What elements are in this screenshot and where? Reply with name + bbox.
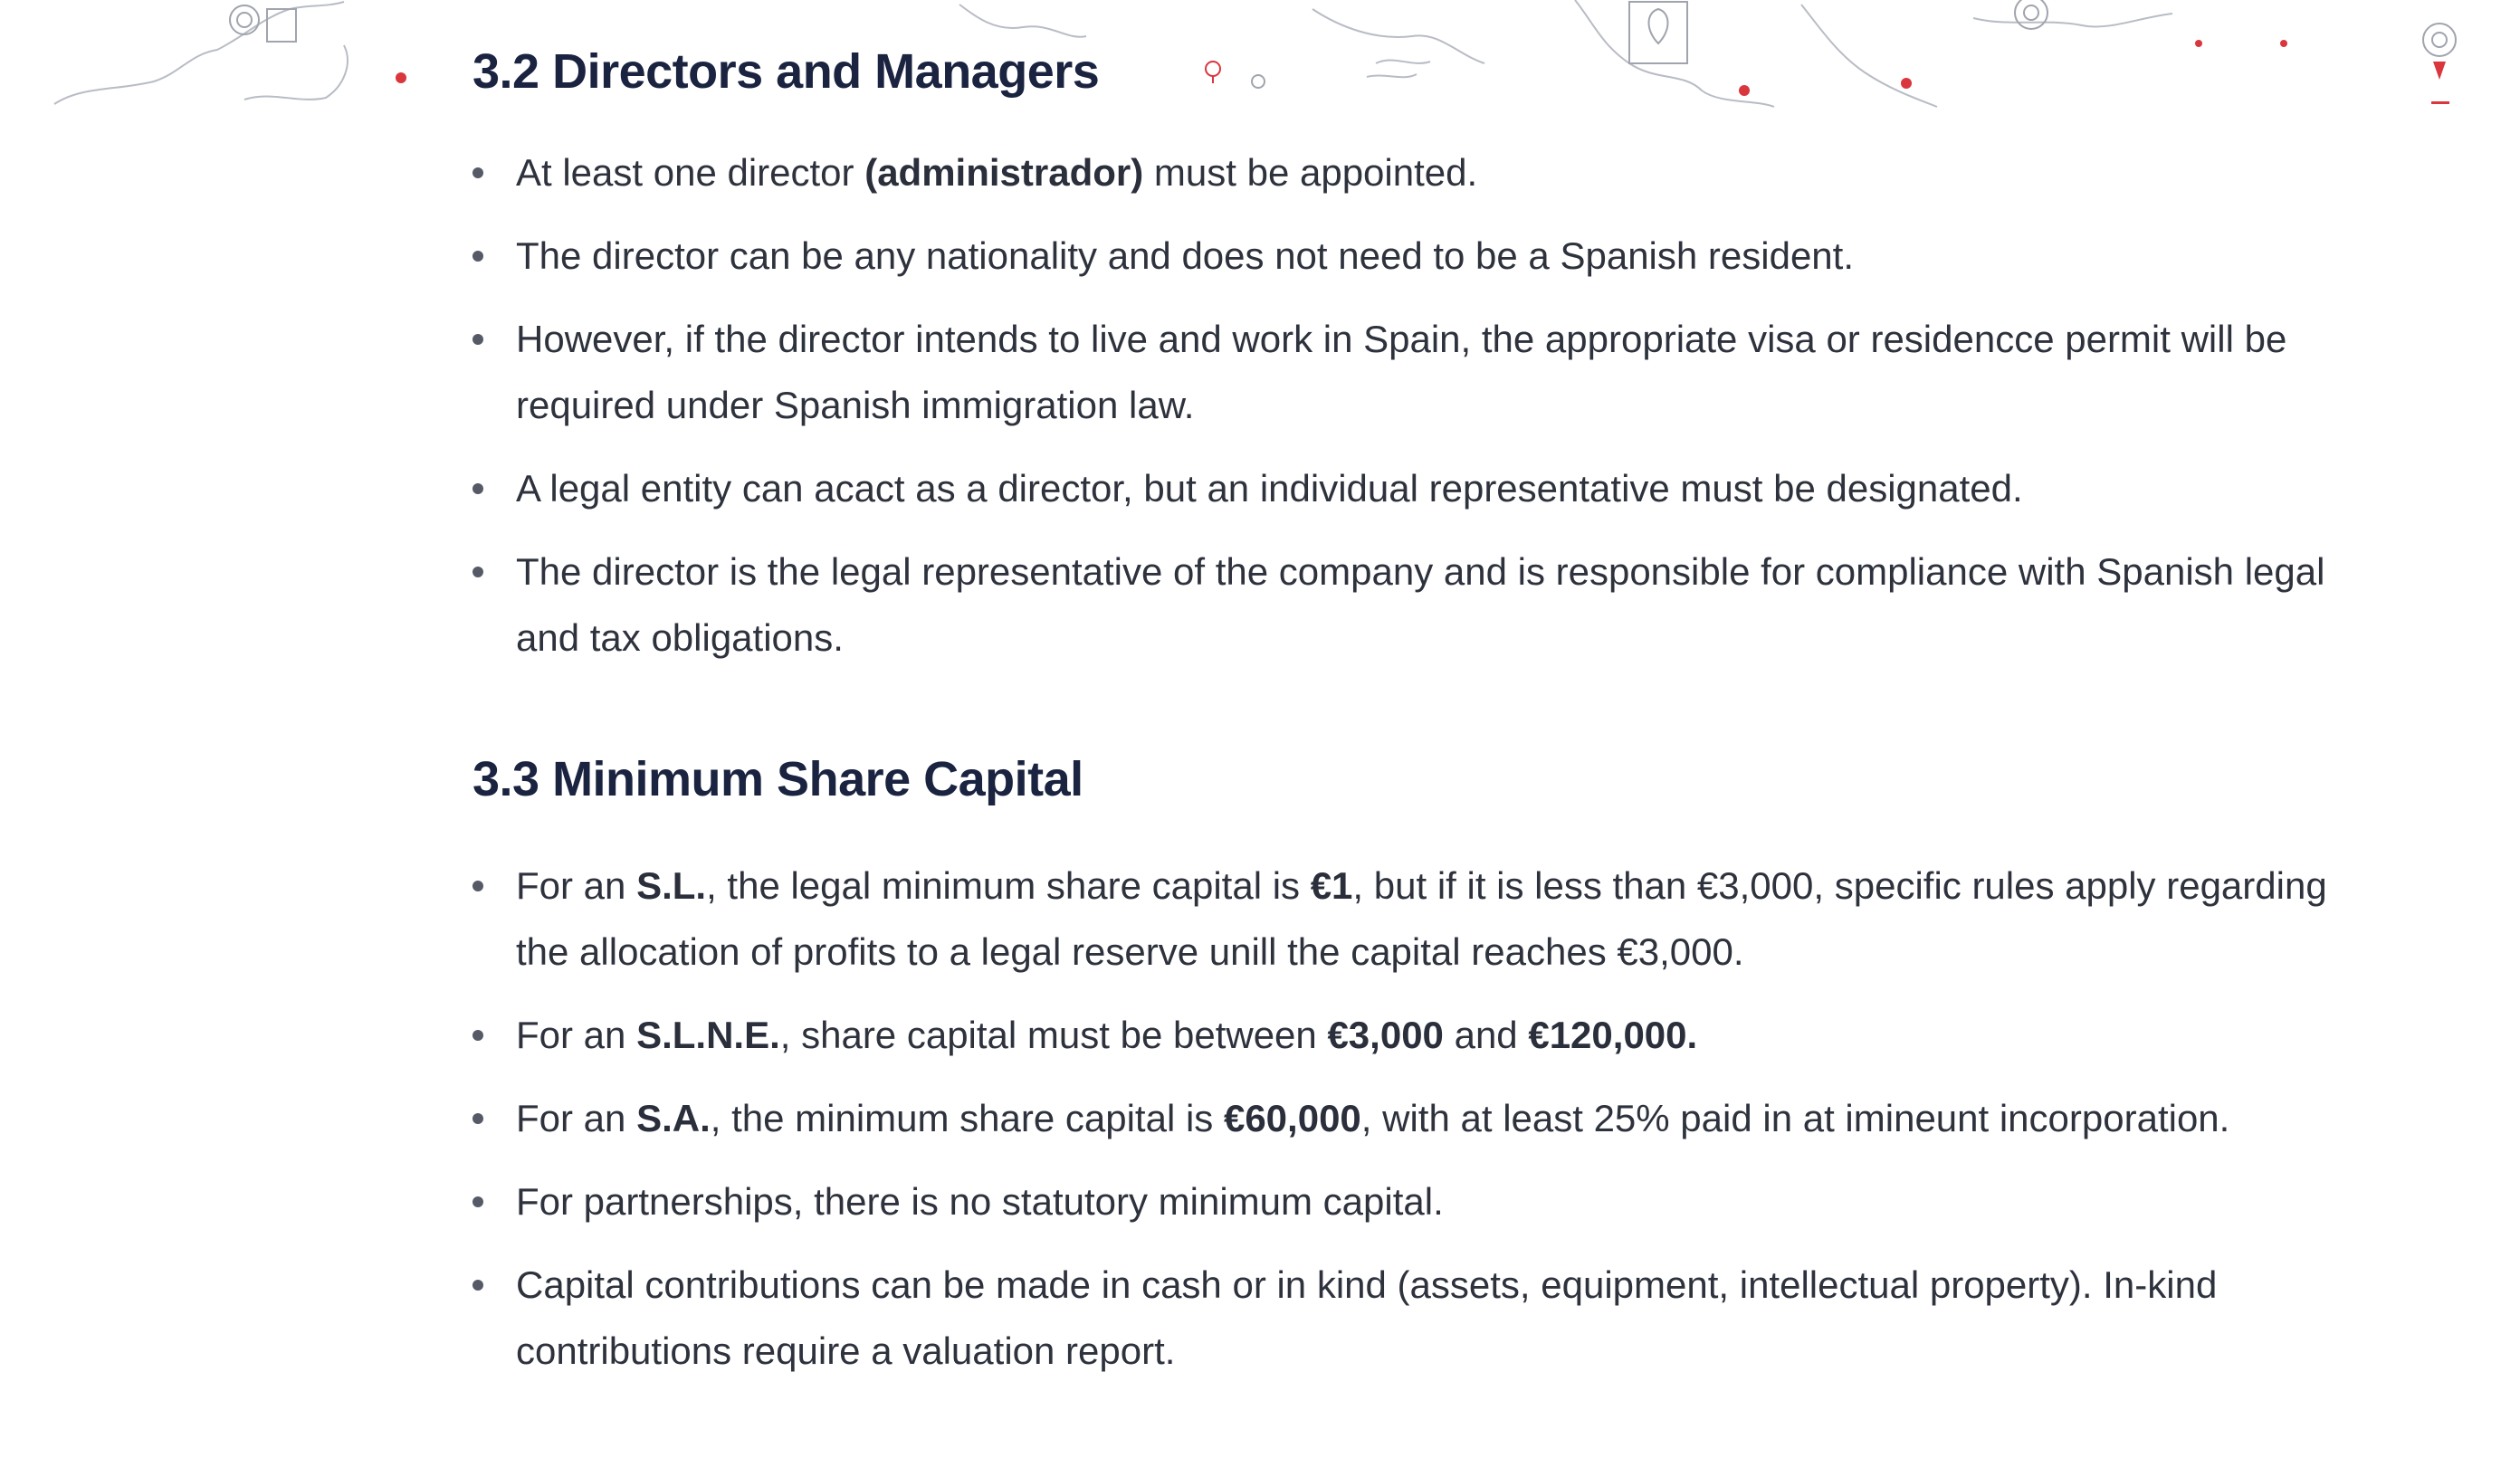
location-pin-icon [2433, 62, 2446, 80]
list-item [472, 306, 2355, 438]
list-gap [472, 1151, 2355, 1168]
list-item [472, 1252, 2355, 1384]
bullet-icon [472, 1280, 483, 1291]
list-gap [472, 289, 2355, 306]
text-segment: For partnerships, there is no statutory minimum capital. [516, 1180, 1444, 1223]
text-segment-strong: €3,000 [1327, 1014, 1444, 1056]
list-gap [472, 1234, 2355, 1252]
map-marker-icon [1629, 2, 1687, 63]
dot-marker [1901, 78, 1912, 89]
list-item [472, 853, 2355, 985]
dot-marker [2280, 40, 2287, 47]
map-outline [1801, 5, 1937, 107]
map-outline [54, 2, 344, 104]
bullet-icon [472, 251, 483, 262]
text-segment: , the minimum share capital is [710, 1097, 1224, 1139]
location-pin-icon [2432, 33, 2447, 47]
text-segment-strong: S.A. [636, 1097, 711, 1139]
list-item [472, 223, 2355, 289]
map-outline [1376, 60, 1430, 63]
bullet-icon [472, 567, 483, 577]
bullet-icon [472, 334, 483, 345]
map-marker-icon [2431, 101, 2449, 104]
text-segment-strong: €1 [1310, 864, 1353, 907]
map-marker-icon [267, 9, 296, 42]
list-item [472, 1168, 2355, 1234]
list-item [472, 139, 2355, 205]
map-outline [1312, 9, 1484, 63]
text-segment-strong: S.L. [636, 864, 707, 907]
text-segment-strong: €60,000 [1223, 1097, 1361, 1139]
list-item [472, 455, 2355, 521]
map-marker-icon [237, 13, 252, 27]
location-pin-icon [1649, 9, 1668, 43]
text-segment: A legal entity can acact as a director, but an individual representative must be designated. [516, 467, 2023, 510]
text-segment: Capital contributions can be made in cash or in kind (assets, equipment, intellectual property). In-kind contributions require a valuation report. [516, 1263, 2218, 1372]
list-item [472, 538, 2355, 671]
text-segment: and [1443, 1014, 1529, 1056]
bullet-icon [472, 167, 483, 178]
bullet-icon [472, 1030, 483, 1041]
list-gap [472, 521, 2355, 538]
text-segment: , share capital must be between [779, 1014, 1328, 1056]
map-marker-icon [2024, 5, 2038, 20]
map-marker-icon [230, 5, 259, 34]
dot-marker [1739, 85, 1750, 96]
section-title: 3.3 Minimum Share Capital [472, 752, 1083, 806]
map-outline [1575, 0, 1774, 107]
text-segment-strong: (administrador) [864, 151, 1144, 194]
text-segment: , with at least 25% paid in at imineunt incorporation. [1360, 1097, 2230, 1139]
list-item [472, 1085, 2355, 1151]
list-gap [472, 205, 2355, 223]
bullet-list [472, 853, 2355, 1384]
text-segment: For an [516, 864, 637, 907]
location-pin-icon [1206, 62, 1220, 76]
map-marker-icon [2015, 0, 2048, 29]
text-segment: , but if it is less than €3,000, specific rules apply regarding the allocation of profits to a legal reserve unill the capital reaches €3,000. [516, 864, 2327, 973]
list-gap [472, 1068, 2355, 1085]
bullet-icon [472, 1196, 483, 1207]
list-gap [472, 985, 2355, 1002]
map-marker-icon [1252, 75, 1265, 88]
map-outline [959, 5, 1086, 37]
bullet-icon [472, 1113, 483, 1124]
section-title: 3.2 Directors and Managers [472, 44, 1100, 99]
text-segment: At least one director [516, 151, 865, 194]
list-item [472, 1002, 2355, 1068]
bullet-icon [472, 483, 483, 494]
text-segment: For an [516, 1014, 637, 1056]
dot-marker [2195, 40, 2202, 47]
bullet-icon [472, 881, 483, 891]
map-outline [1367, 74, 1417, 77]
text-segment: The director can be any nationality and does not need to be a Spanish resident. [516, 234, 1854, 277]
text-segment: For an [516, 1097, 637, 1139]
text-segment: must be appointed. [1143, 151, 1478, 194]
map-outline [244, 45, 348, 100]
text-segment: However, if the director intends to live and work in Spain, the appropriate visa or residencce permit will be required under Spanish immigration law. [516, 318, 2287, 426]
map-outline [1973, 14, 2172, 26]
text-segment: , the legal minimum share capital is [706, 864, 1311, 907]
list-gap [472, 438, 2355, 455]
text-segment-strong: €120,000. [1528, 1014, 1698, 1056]
text-segment: The director is the legal representative of the company and is responsible for compliance with Spanish legal and tax obligations. [516, 550, 2325, 659]
bullet-list [472, 139, 2355, 671]
location-pin-icon [2423, 24, 2456, 56]
world-map-decoration [0, 0, 2520, 118]
text-segment-strong: S.L.N.E. [636, 1014, 780, 1056]
dot-marker [396, 72, 406, 83]
